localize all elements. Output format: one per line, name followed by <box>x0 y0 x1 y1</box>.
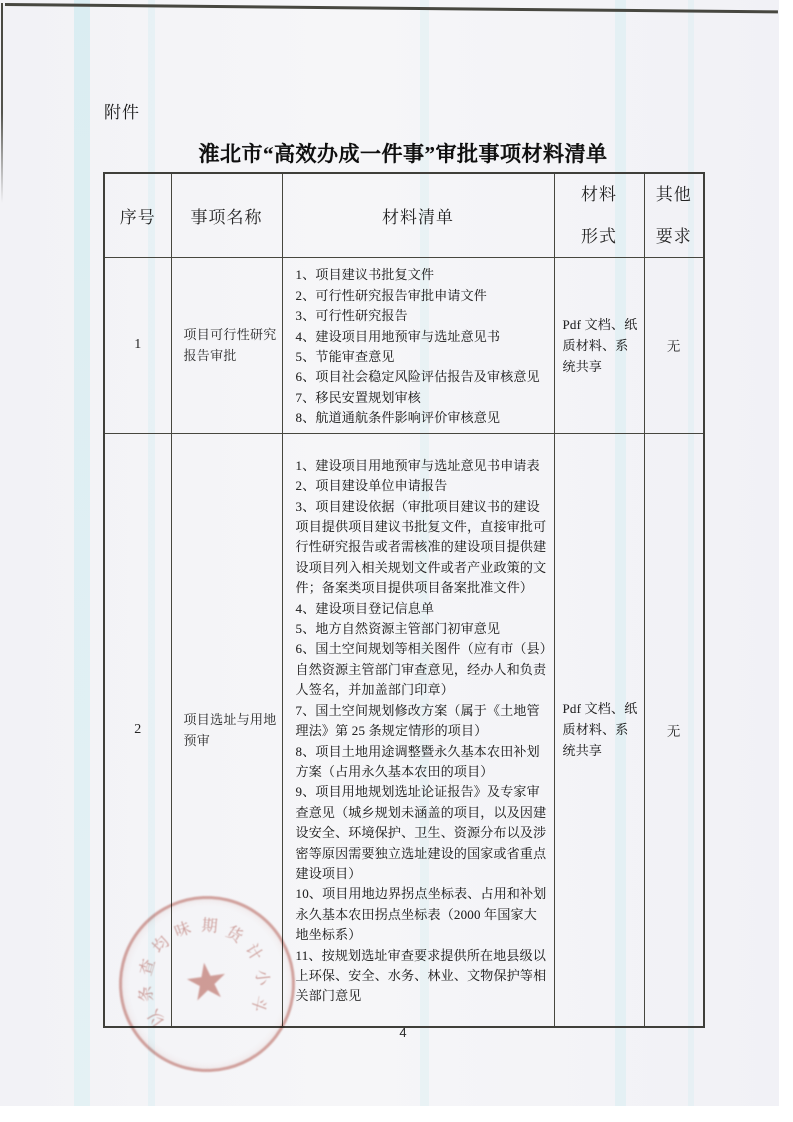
seal-character: 查 <box>137 957 159 978</box>
table-header-row <box>104 173 704 258</box>
material-item: 3、项目建设依据（审批项目建议书的建设项目提供项目建议书批复文件，直接审批可行性研究报告或者需核准的建设项目提供建设项目列入相关规划文件或者产业政策的文件；备案类项目提供项目备案批准文件） <box>295 498 547 596</box>
row-material-format: Pdf 文档、纸质材料、系统共享 <box>554 433 644 1027</box>
material-item: 5、节能审查意见 <box>295 348 395 364</box>
material-item: 3、可行性研究报告 <box>295 308 408 324</box>
material-item: 4、建设项目用地预审与选址意见书 <box>295 328 501 344</box>
material-item: 9、项目用地规划选址论证报告》及专家审查意见（城乡规划未涵盖的项目，以及因建设安全、环境保护、卫生、资源分布以及涉密等原因需要独立选址建设的国家或省重点建设项目） <box>295 784 547 881</box>
scan-edge-left <box>1 3 3 203</box>
seal-character: 斗 <box>247 993 270 1015</box>
row-item-name: 项目可行性研究报告审批 <box>171 258 282 433</box>
header-other-requirements: 其他要求 <box>644 173 704 258</box>
page-number: 4 <box>399 1025 407 1040</box>
row-material-format: Pdf 文档、纸质材料、系统共享 <box>554 258 644 433</box>
row-material-list <box>282 433 554 1027</box>
row-other-requirements: 无 <box>644 433 704 1027</box>
seal-character: 货 <box>222 922 246 946</box>
seal-star-icon: ★ <box>180 949 233 1014</box>
material-item: 11、按规划选址审查要求提供所在地县级以上环保、安全、水务、林业、文物保护等相关部门意见 <box>295 947 547 1004</box>
table-row <box>104 258 704 433</box>
seal-character: 味 <box>172 919 194 941</box>
material-item: 8、项目土地用途调整暨永久基本农田补划方案（占用永久基本农田的项目） <box>295 743 540 779</box>
row-item-name: 项目选址与用地预审 <box>171 433 282 1027</box>
seal-character: 小 <box>252 968 271 987</box>
material-item: 7、移民安置规划审核 <box>295 389 422 405</box>
row-other-requirements: 无 <box>644 258 704 433</box>
header-material-format: 材料形式 <box>554 173 644 258</box>
materials-table <box>103 172 705 1028</box>
material-item: 8、航道通航条件影响评价审核意见 <box>295 410 501 426</box>
material-item: 2、可行性研究报告审批申请文件 <box>295 287 488 303</box>
table-row <box>104 433 704 1027</box>
attachment-label: 附件 <box>104 103 140 122</box>
seal-character: 期 <box>200 916 218 936</box>
scan-streak <box>74 0 90 1106</box>
material-item: 10、项目用地边界拐点坐标表、占用和补划永久基本农田拐点坐标表（2000 年国家大地坐标系） <box>295 886 547 943</box>
header-material-list: 材料清单 <box>282 173 554 258</box>
material-item: 7、国土空间规划修改方案（属于《土地管理法》第 25 条规定情形的项目） <box>295 702 540 739</box>
material-item: 2、项目建设单位申请报告 <box>295 478 448 494</box>
seal-character: 计 <box>241 941 265 965</box>
seal-character: 以 <box>145 1006 169 1030</box>
seal-character: 均 <box>149 932 173 957</box>
seal-character: 条 <box>137 984 157 1004</box>
material-item: 5、地方自然资源主管部门初审意见 <box>295 621 501 637</box>
scan-edge-top <box>5 3 778 13</box>
material-item: 1、建设项目用地预审与选址意见书申请表 <box>295 457 540 473</box>
material-item: 6、项目社会稳定风险评估报告及审核意见 <box>295 369 540 385</box>
row-serial: 1 <box>104 258 171 433</box>
header-serial: 序号 <box>104 173 171 258</box>
material-item: 6、国土空间规划等相关图件（应有市（县）自然资源主管部门审查意见，经办人和负责人签名，并加盖部门印章） <box>295 641 547 698</box>
row-material-list <box>282 258 554 433</box>
material-item: 4、建设项目登记信息单 <box>295 600 435 616</box>
header-item-name: 事项名称 <box>171 173 282 258</box>
material-item: 1、项目建议书批复文件 <box>295 267 435 283</box>
document-title: 淮北市“高效办成一件事”审批事项材料清单 <box>198 142 608 166</box>
row-serial: 2 <box>104 433 171 1027</box>
